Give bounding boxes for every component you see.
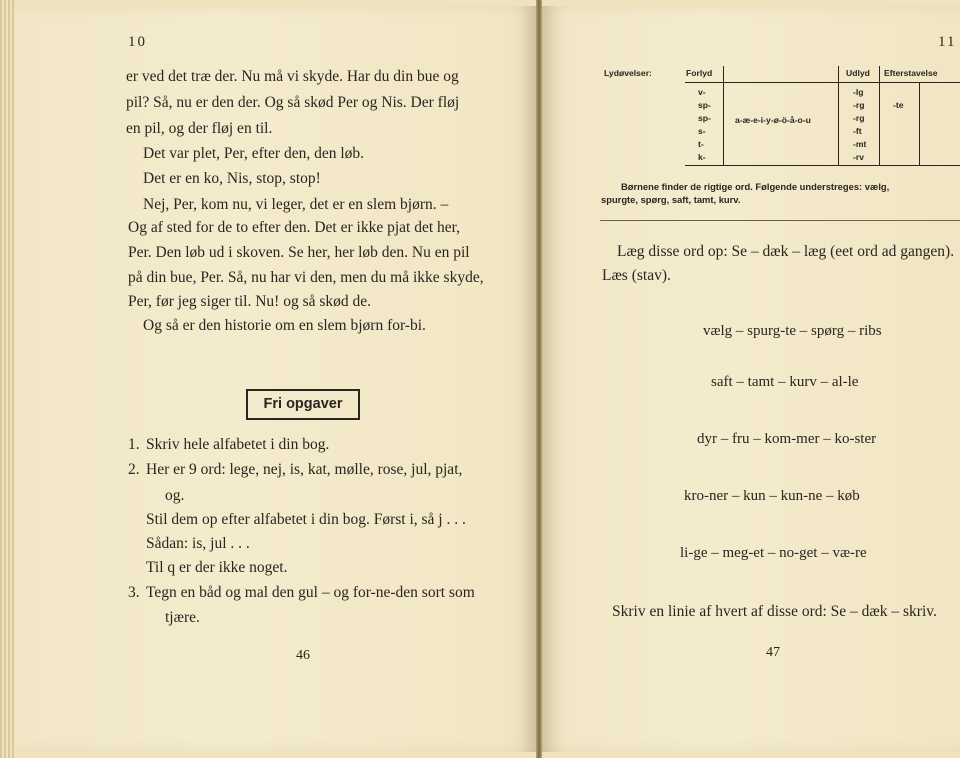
udlyd-cell: -rv bbox=[853, 152, 864, 162]
forlyd-cell: sp- bbox=[698, 100, 711, 110]
left-text-line: Det var plet, Per, efter den, den løb. bbox=[143, 145, 365, 162]
exercise-line: Læg disse ord op: Se – dæk – læg (eet ord ad gangen). bbox=[617, 243, 955, 260]
table-bottom-rule bbox=[685, 165, 960, 166]
left-header-number: 10 bbox=[128, 34, 147, 50]
task-text: Sådan: is, jul . . . bbox=[146, 535, 250, 552]
left-page-number: 46 bbox=[296, 648, 310, 663]
forlyd-cell: sp- bbox=[698, 113, 711, 123]
udlyd-cell: -rg bbox=[853, 113, 865, 123]
task-text: og. bbox=[165, 487, 185, 504]
word-row: li-ge – meg-et – no-get – væ-re bbox=[680, 545, 867, 561]
table-label: Lydøvelser: bbox=[604, 68, 652, 78]
left-text-line: Per, før jeg siger til. Nu! og så skød de. bbox=[128, 293, 372, 310]
table-col-rule bbox=[838, 66, 839, 165]
final-instruction: Skriv en linie af hvert af disse ord: Se – dæk – skriv. bbox=[612, 603, 937, 620]
instruction-line: Børnene finder de rigtige ord. Følgende understreges: vælg, bbox=[621, 181, 890, 192]
forlyd-cell: t- bbox=[698, 139, 704, 149]
left-text-line: er ved det træ der. Nu må vi skyde. Har du din bue og bbox=[126, 68, 459, 85]
table-col-rule bbox=[723, 66, 724, 165]
task-text: Til q er der ikke noget. bbox=[146, 559, 288, 576]
left-text-line: en pil, og der fløj en til. bbox=[126, 120, 273, 137]
task-number: 2. bbox=[128, 461, 140, 478]
instruction-line: spurgte, spørg, saft, tamt, kurv. bbox=[601, 194, 741, 205]
left-text-line: Det er en ko, Nis, stop, stop! bbox=[143, 170, 321, 187]
table-col-rule bbox=[919, 83, 920, 165]
left-page bbox=[14, 6, 538, 752]
table-header-efterstavelse: Efterstavelse bbox=[884, 68, 938, 78]
word-row: saft – tamt – kurv – al-le bbox=[711, 374, 859, 390]
exercise-line: Læs (stav). bbox=[602, 267, 671, 284]
table-header-forlyd: Forlyd bbox=[686, 68, 713, 78]
fri-opgaver-heading: Fri opgaver bbox=[246, 389, 360, 420]
right-page-number: 47 bbox=[766, 645, 780, 660]
task-number: 1. bbox=[128, 436, 140, 453]
word-row: vælg – spurg-te – spørg – ribs bbox=[703, 323, 882, 339]
left-text-line: Og så er den historie om en slem bjørn for-bi. bbox=[143, 317, 426, 334]
forlyd-cell: k- bbox=[698, 152, 706, 162]
task-text: Stil dem op efter alfabetet i din bog. Først i, så j . . . bbox=[146, 511, 466, 528]
section-divider bbox=[600, 220, 960, 221]
left-text-line: Nej, Per, kom nu, vi leger, det er en slem bjørn. – bbox=[143, 196, 449, 213]
table-col-rule bbox=[879, 66, 880, 165]
right-header-number: 11 bbox=[938, 34, 957, 50]
task-text: Tegn en båd og mal den gul – og for-ne-den sort som bbox=[146, 584, 475, 601]
task-text: Her er 9 ord: lege, nej, is, kat, mølle, rose, jul, pjat, bbox=[146, 461, 463, 478]
left-text-line: Og af sted for de to efter den. Det er ikke pjat det her, bbox=[128, 219, 461, 236]
forlyd-cell: s- bbox=[698, 126, 706, 136]
table-header-udlyd: Udlyd bbox=[846, 68, 870, 78]
word-row: dyr – fru – kom-mer – ko-ster bbox=[697, 431, 877, 447]
task-text: tjære. bbox=[165, 609, 200, 626]
word-row: kro-ner – kun – kun-ne – køb bbox=[684, 488, 860, 504]
udlyd-cell: -mt bbox=[853, 139, 867, 149]
udlyd-cell: -rg bbox=[853, 100, 865, 110]
left-text-line: Per. Den løb ud i skoven. Se her, her løb den. Nu en pil bbox=[128, 244, 470, 261]
udlyd-cell: -lg bbox=[853, 87, 864, 97]
task-text: Skriv hele alfabetet i din bog. bbox=[146, 436, 330, 453]
efterstavelse-cell: -te bbox=[893, 100, 904, 110]
forlyd-cell: v- bbox=[698, 87, 706, 97]
udlyd-cell: -ft bbox=[853, 126, 862, 136]
left-text-line: pil? Så, nu er den der. Og så skød Per og Nis. Der fløj bbox=[126, 94, 460, 111]
vowel-row: a-æ-e-i-y-ø-ö-å-o-u bbox=[735, 115, 811, 125]
left-text-line: på din bue, Per. Så, nu har vi den, men du må ikke skyde, bbox=[128, 269, 484, 286]
task-number: 3. bbox=[128, 584, 140, 601]
book-spine bbox=[536, 0, 542, 758]
